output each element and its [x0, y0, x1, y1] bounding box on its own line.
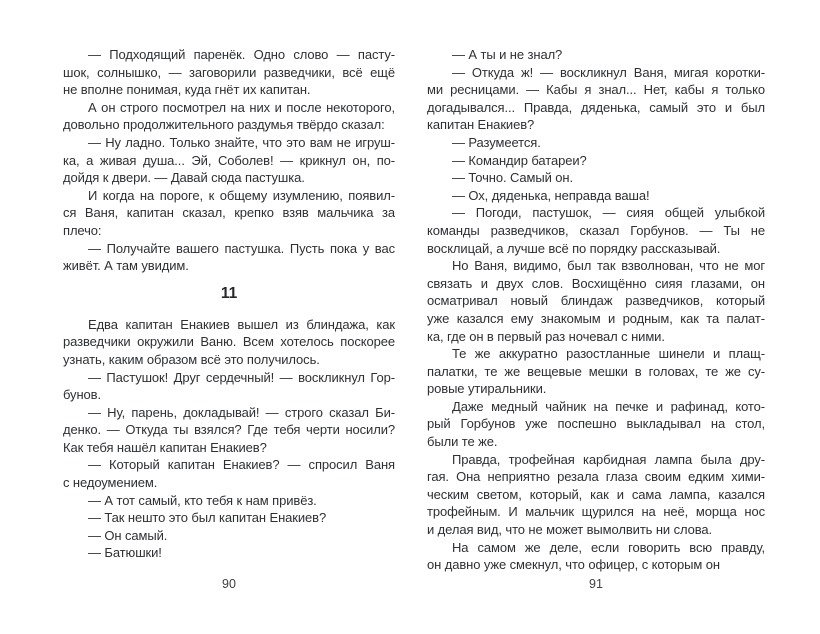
text-line: и делая вид, что не может вымолвить ни слова.: [427, 522, 713, 538]
text-line: — Точно. Самый он.: [452, 170, 574, 186]
text-line: Даже медный чайник на печке и рафинад, кото-: [452, 398, 765, 414]
text-line: Правда, трофейная карбидная лампа была дру-: [452, 451, 765, 467]
page-number: 90: [222, 577, 236, 591]
paragraph: [63, 492, 395, 510]
text-line: — Батюшки!: [88, 545, 162, 561]
paragraph: [63, 404, 395, 457]
paragraph: [427, 451, 765, 539]
text-line: — Погоди, пастушок, — сияя общей улыбкой: [452, 205, 765, 221]
paragraph: [63, 316, 395, 369]
text-line: связать и двух слов. Восхищённо сияя глазами, он: [427, 275, 765, 291]
text-line: ка, где он в первый раз ночевал с ними.: [427, 328, 665, 344]
text-line: были те же.: [427, 434, 498, 450]
text-line: — Ну, парень, докладывай! — строго сказал Би-: [88, 404, 395, 420]
text-line: ческим светом, который, как и сама лампа, казался: [427, 486, 765, 502]
paragraph: [427, 204, 765, 257]
left-page-text-column: [63, 46, 395, 562]
text-line: — Так нешто это был капитан Енакиев?: [88, 510, 327, 526]
paragraph: [63, 134, 395, 187]
paragraph: [427, 46, 765, 64]
right-page-text-column: [427, 46, 765, 574]
text-line: — Откуда ж! — воскликнул Ваня, мигая коротки-: [452, 64, 765, 80]
text-line: капитан Енакиев?: [427, 117, 535, 133]
paragraph: [427, 345, 765, 398]
text-line: рый Горбунов уже поспешно выкладывал на стол,: [427, 416, 765, 432]
text-line: Те же аккуратно разостланные шинели и плащ-: [452, 346, 765, 362]
text-line: — Подходящий паренёк. Одно слово — пасту-: [88, 47, 395, 62]
text-line: — А ты и не знал?: [452, 47, 563, 62]
text-line: с недоумением.: [63, 475, 158, 491]
paragraph: [427, 257, 765, 345]
paragraph: [427, 398, 765, 451]
text-line: ся Ваня, капитан сказал, крепко взяв мальчика за: [63, 205, 395, 221]
text-line: На самом же деле, если говорить всю правду,: [452, 539, 765, 555]
text-line: догадывался... Правда, дяденька, самый это и был: [427, 99, 765, 115]
text-line: — Который капитан Енакиев? — спросил Ваня: [88, 457, 395, 473]
text-line: денко. — Откуда ты взялся? Где тебя черти носили?: [63, 422, 395, 438]
text-line: восклицай, а лучше всё по порядку рассказывай.: [427, 240, 721, 256]
paragraph: [63, 544, 395, 562]
paragraph: [427, 64, 765, 134]
text-line: Едва капитан Енакиев вышел из блиндажа, как: [88, 316, 395, 332]
text-line: ми ресницами. — Кабы я знал... Нет, кабы я только: [427, 82, 765, 98]
paragraph: [63, 240, 395, 275]
paragraph: [63, 369, 395, 404]
chapter-heading: 11: [220, 284, 238, 302]
text-line: плечо:: [63, 222, 102, 238]
text-line: гая. Она неприятно резала глаза своим едким хими-: [427, 469, 765, 485]
text-line: — Командир батареи?: [452, 152, 587, 168]
paragraph: [427, 187, 765, 205]
text-line: ровые утиральники.: [427, 381, 547, 397]
text-line: уже казался ему знакомым и родным, как та палат-: [427, 310, 765, 326]
paragraph: [63, 509, 395, 527]
text-line: Как тебя нашёл капитан Енакиев?: [63, 439, 267, 455]
text-line: палатки, те же вещевые мешки в головах, те же су-: [427, 363, 765, 379]
text-line: ка, а живая душа... Эй, Соболев! — крикнул он, по-: [63, 152, 395, 168]
paragraph: [63, 99, 395, 134]
text-line: — Получайте вашего пастушка. Пусть пока у вас: [88, 240, 395, 256]
text-line: довольно продолжительного раздумья твёрдо сказал:: [63, 117, 385, 133]
paragraph: [427, 134, 765, 152]
text-line: живёт. А там увидим.: [63, 258, 189, 274]
paragraph: [427, 169, 765, 187]
paragraph: [63, 187, 395, 240]
paragraph: [427, 539, 765, 574]
text-line: — Ох, дяденька, неправда ваша!: [452, 187, 650, 203]
text-line: — Ну ладно. Только знайте, что это вам не игруш-: [88, 134, 395, 150]
text-line: трофейным. И мальчик щурился на неё, морща нос: [427, 504, 765, 520]
text-line: шок, солнышко, — заговорили разведчики, всё ещё: [63, 64, 395, 80]
text-line: И когда на пороге, к общему изумлению, появил-: [88, 187, 395, 203]
text-line: осматривал новый блиндаж разведчиков, который: [427, 293, 765, 309]
text-line: — Разумеется.: [452, 134, 541, 150]
text-line: — А тот самый, кто тебя к нам привёз.: [88, 492, 317, 508]
text-line: бунов.: [63, 387, 101, 403]
text-line: разведчики окружили Ваню. Всем хотелось поскорее: [63, 334, 395, 350]
text-line: — Пастушок! Друг сердечный! — воскликнул Гор-: [88, 369, 395, 385]
paragraph: [63, 527, 395, 545]
text-line: не вполне понимая, куда гнёт их капитан.: [63, 82, 311, 98]
text-line: он давно уже смекнул, что офицер, с которым он: [427, 557, 720, 573]
text-line: команды разведчиков, сказал Горбунов. — Ты не: [427, 222, 765, 238]
text-line: А он строго посмотрел на них и после некоторого,: [88, 99, 395, 115]
paragraph: [427, 152, 765, 170]
text-line: дойдя к двери. — Давай сюда пастушка.: [63, 170, 305, 186]
text-line: узнать, каким образом всё это получилось.: [63, 351, 320, 367]
page-number: 91: [589, 577, 603, 591]
paragraph: [63, 456, 395, 491]
text-line: — Он самый.: [88, 527, 168, 543]
paragraph: [63, 46, 395, 99]
text-line: Но Ваня, видимо, был так взволнован, что не мог: [452, 258, 765, 274]
